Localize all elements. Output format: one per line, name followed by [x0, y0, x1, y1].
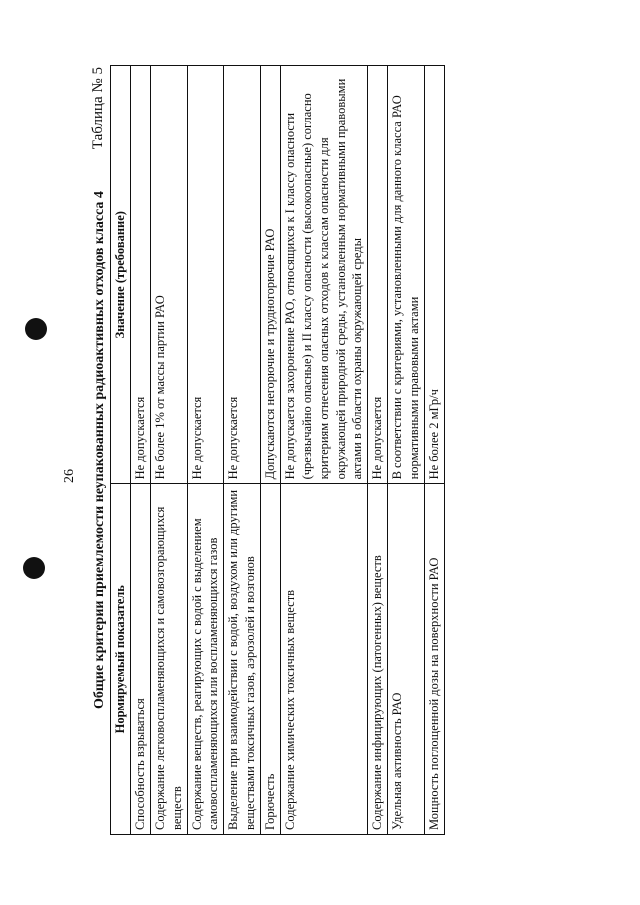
value-cell: Не допускается [224, 66, 261, 484]
rotated-page-content [90, 65, 585, 835]
table-row [261, 66, 281, 835]
table-row [130, 66, 150, 835]
value-cell: Не допускается [368, 66, 388, 484]
table-title: Общие критерии приемлемости неупакованных радиоактивных отходов класса 4 [92, 191, 107, 709]
indicator-cell: Содержание химических токсичных веществ [280, 484, 367, 835]
table-row [150, 66, 187, 835]
indicator-cell: Удельная активность РАО [388, 484, 425, 835]
indicator-cell: Содержание легковоспламеняющихся и самовозгорающихся веществ [150, 484, 187, 835]
table-row [388, 66, 425, 835]
table-row [280, 66, 367, 835]
indicator-cell: Способность взрываться [130, 484, 150, 835]
binder-hole-top [25, 318, 47, 340]
value-cell: В соответствии с критериями, установленными для данного класса РАО нормативными правовыми актами [388, 66, 425, 484]
value-cell: Допускаются негорючие и трудногорючие РАО [261, 66, 281, 484]
value-cell: Не допускается захоронение РАО, относящихся к I классу опасности (чрезвычайно опасные) и II классу опасности (высокоопасные) согласно критериям отнесения опасных отходов к классам опасности для окружающей природной среды, установленным нормативными правовыми актами в области охраны окружающей среды [280, 66, 367, 484]
table-row [187, 66, 224, 835]
table-number: Таблица № 5 [90, 67, 106, 150]
header-indicator: Нормируемый показатель [111, 484, 131, 835]
indicator-cell: Мощность поглощенной дозы на поверхности РАО [424, 484, 444, 835]
table-row [368, 66, 388, 835]
binder-hole-bottom [23, 557, 45, 579]
indicator-cell: Содержание веществ, реагирующих с водой с выделением самовоспламеняющихся или воспламеняющихся газов [187, 484, 224, 835]
page-number: 26 [62, 469, 77, 483]
table-header-row [111, 66, 131, 835]
value-cell: Не более 1% от массы партии РАО [150, 66, 187, 484]
indicator-cell: Выделение при взаимодействии с водой, воздухом или другими веществами токсичных газов, аэрозолей и возгонов [224, 484, 261, 835]
header-value: Значение (требование) [111, 66, 131, 484]
value-cell: Не допускается [187, 66, 224, 484]
indicator-cell: Содержание инфицирующих (патогенных) веществ [368, 484, 388, 835]
indicator-cell: Горючесть [261, 484, 281, 835]
value-cell: Не допускается [130, 66, 150, 484]
value-cell: Не более 2 мГр/ч [424, 66, 444, 484]
table-row [424, 66, 444, 835]
table-row [224, 66, 261, 835]
criteria-table [110, 65, 445, 835]
